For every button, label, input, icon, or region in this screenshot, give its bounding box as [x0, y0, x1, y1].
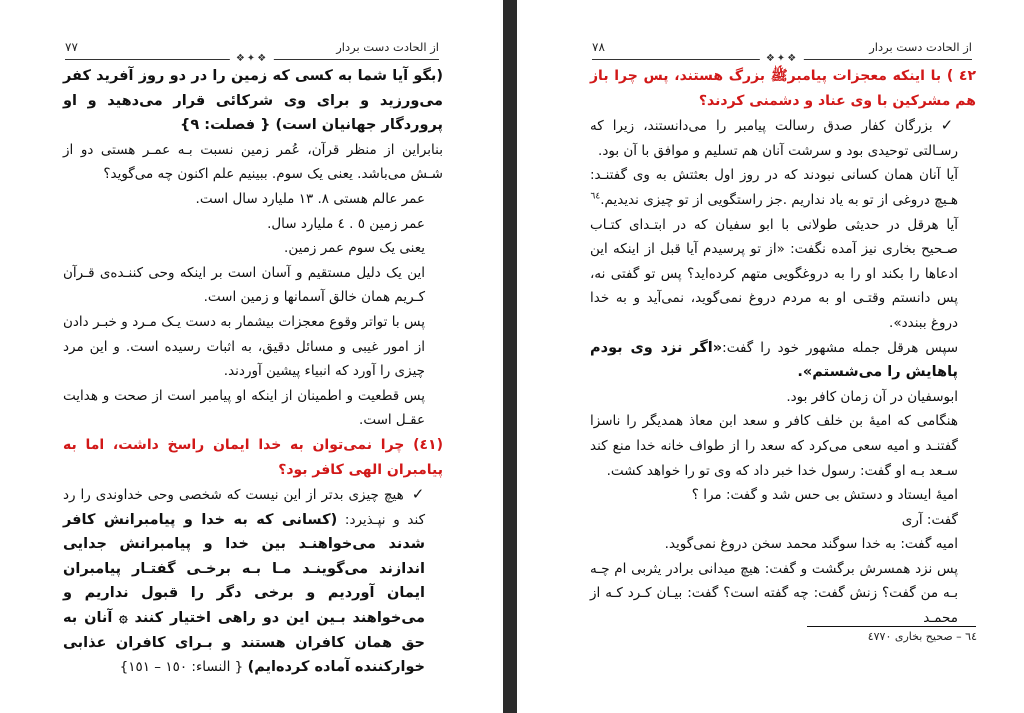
answer-paragraph [63, 482, 443, 680]
ornament-icon: ❖✦❖ [230, 52, 274, 66]
text-paragraph: امیۀ ایستاد و دستش بی حس شد و گفت: مرا ؟ [691, 487, 958, 504]
text-paragraph: این یک دلیل مستقیم و آسان است بر اینکه وحی کننـده‌ی قـرآن کـریم همان خالق آسمانها و زمین است. [63, 264, 425, 306]
text-paragraph: پس با تواتر وقوع معجزات بیشمار به دست یـک مـرد و خبـر دادن از امور غیبی و مسائل دقیق، به اثبات رسیده است. و این مرد چیزی را آورد که انبیاء پیشین آوردند. [63, 313, 425, 380]
text-paragraph: آیا آنان همان کسانی نبودند که در روز اول بعثتش به وی گفتنـد: هـیچ دروغی از تو به یاد نداریم .جز راستگویی از تو چیزی ندیدیم.$^{٦٤}$ [590, 167, 958, 208]
text-paragraph: عمر زمین ٥ . ٤ ملیارد سال. [267, 215, 425, 232]
text-paragraph: بنابراین از منظر قرآن، عُمر زمین نسبت بـه عمـر هستی دو از شـش می‌باشد. یعنی یک سوم. ببینیم علم اکنون چه می‌گوید؟ [63, 141, 443, 183]
heraclius-quote: «اگر نزد وی بودم پاهایش را می‌شستم». [590, 339, 958, 381]
text-paragraph: عمر عالم هستی ٨. ١٣ ملیارد سال است. [195, 190, 425, 207]
text-paragraph: امیه گفت: به خدا سوگند محمد سخن دروغ نمی‌گوید. [664, 536, 958, 553]
footnote-rule [807, 626, 976, 627]
text-paragraph: هنگامی که امیۀ بن خلف کافر و سعد ابن معاذ همدیگر را ناسزا گفتنـد و امیه سعی می‌کرد که سعد را از طواف خانه خدا منع کند سـعد بـه او گفت: رسول خدا خبر داد که وی تو را خواهد کشت. [590, 413, 958, 479]
question-heading: ٤٢ ) با اینکه معجزات پیامبرﷺ بزرگ هستند، پس چرا باز هم مشرکین با وی عناد و دشمنی کردند؟ [590, 68, 976, 109]
page-body [63, 64, 443, 680]
left-page [0, 0, 503, 713]
book-gutter [503, 0, 517, 713]
footnote-marker[interactable]: ٦٤ [590, 191, 601, 202]
ornament-icon: ❖✦❖ [760, 52, 804, 66]
page-body [590, 64, 976, 631]
verse-paragraph: (بگو آیا شما به کسی که زمین را در دو روز آفرید کفر می‌ورزید و برای وی شرکائی قرار می‌دهید و او پروردگار جهانیان است) { فصلت: ٩} [63, 68, 443, 134]
page-number: ٧٨ [592, 40, 605, 54]
question-heading: (٤١) چرا نمی‌توان به خدا ایمان راسخ داشت، اما به پیامبران الهی کافر بود؟ [63, 436, 443, 478]
footnote: ٦٤ – صحیح بخاری ٤٧٧٠ [867, 630, 977, 643]
running-title: از الحادت دست بردار [336, 40, 439, 54]
text-paragraph: پس نزد همسرش برگشت و گفت: هیچ میدانی برادر یثربی ام چـه بـه من گفت؟ زنش گفت: چه گفته است؟ گفت: بیـان کـرد کـه از محمـد [590, 560, 958, 627]
checkmark-icon: ✓ [411, 485, 425, 504]
checkmark-icon: ✓ [940, 116, 958, 135]
answer-paragraph: ✓بزرگان کفار صدق رسالت پیامبر را می‌دانستند، زیرا که رسـالتی توحیدی بود و سرشت آنان هم تسلیم و موافق با آن بود. [590, 116, 958, 159]
text-paragraph: ابوسفیان در آن زمان کافر بود. [786, 388, 958, 405]
text-paragraph: گفت: آری [901, 511, 958, 528]
text-paragraph: سپس هرقل جمله مشهور خود را گفت:«اگر نزد وی بودم پاهایش را می‌شستم». [590, 339, 958, 381]
verse-text: (کسانی که به خدا و پیامبرانش کافر شدند می‌خواهنـد بین خدا و پیامبرانش جدایی اندازند می‌گوینـد مـا بـه برخـی گفتـار پیامبران ایمان آوردیم و برخی دگر را قبول نداریم و می‌خواهند بـین این دو راهی اختیار کنند ۞ آنان به حق همان کافران هستند و بـرای کافران عذابی خوارکننده آماده کرده‌ایم) [63, 511, 425, 676]
text-paragraph: یعنی یک سوم عمر زمین. [284, 240, 425, 257]
page-header [65, 40, 439, 64]
answer-intro: هیچ چیزی بدتر از این نیست که شخصی وحی خداوندی را رد کند و نپـذیرد: [63, 487, 425, 528]
page-header [592, 40, 972, 64]
verse-reference: { النساء: ١٥٠ – ١٥١} [119, 659, 244, 676]
running-title: از الحادت دست بردار [869, 40, 972, 54]
page-number: ٧٧ [65, 40, 78, 54]
right-page [517, 0, 1024, 713]
text-paragraph: پس قطعیت و اطمینان از اینکه او پیامبر است از صحت و هدایت عقـل است. [63, 387, 425, 429]
text-paragraph: آیا هرقل در حدیثی طولانی با ابو سفیان که در ابتـدای کتـاب صـحیح بخاری نیز آمده نگفت: «از تو پرسیدم آیا قبل از اینکه این ادعاها را بکند او را به دروغگویی متهم کرده‌اید؟ پس تو گفتی نه، پس دانستم وقتـی او به مردم دروغ نمی‌گوید، نمی‌آید و به خدا دروغ ببندد». [590, 216, 958, 331]
